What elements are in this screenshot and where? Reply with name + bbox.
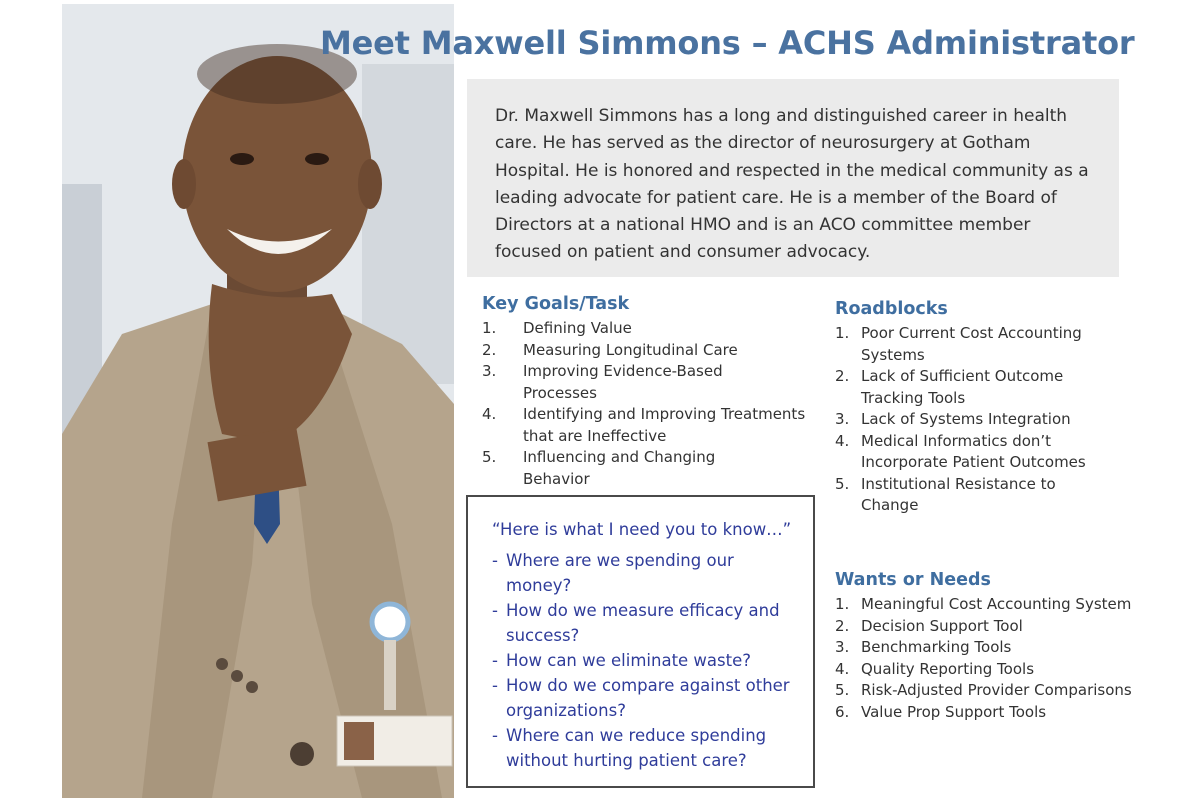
id-badge-photo bbox=[344, 722, 374, 760]
list-item bbox=[835, 637, 1135, 659]
quote-heading: “Here is what I need you to know…” bbox=[492, 520, 792, 539]
list-number: 1. bbox=[835, 324, 850, 342]
quote-text: How can we eliminate waste? bbox=[506, 651, 752, 670]
key-goals-list bbox=[482, 318, 812, 490]
dash-bullet: - bbox=[492, 651, 498, 670]
list-text: Medical Informatics don’t Incorporate Patient Outcomes bbox=[861, 431, 1086, 471]
list-item bbox=[835, 659, 1135, 681]
dash-bullet: - bbox=[492, 726, 498, 745]
persona-slide bbox=[62, 4, 1138, 800]
list-text: Meaningful Cost Accounting System bbox=[861, 595, 1132, 613]
dash-bullet: - bbox=[492, 676, 498, 695]
list-number: 3. bbox=[835, 410, 850, 428]
list-number: 4. bbox=[835, 659, 850, 678]
badge-cord bbox=[384, 640, 396, 710]
list-text: Institutional Resistance to Change bbox=[861, 474, 1056, 514]
portrait-photo bbox=[62, 4, 454, 798]
key-goals-heading: Key Goals/Task bbox=[482, 294, 630, 314]
badge-clip bbox=[372, 604, 408, 640]
list-number: 4. bbox=[482, 405, 497, 423]
wants-list bbox=[835, 594, 1135, 723]
list-text: Improving Evidence-Based Processes bbox=[523, 362, 723, 402]
list-text: Measuring Longitudinal Care bbox=[523, 340, 738, 359]
list-text: Influencing and Changing Behavior bbox=[523, 448, 716, 488]
list-number: 3. bbox=[835, 638, 850, 656]
list-number: 2. bbox=[835, 616, 850, 635]
list-item bbox=[482, 447, 783, 490]
quote-text: Where can we reduce spending without hurting patient care? bbox=[506, 726, 767, 770]
list-number: 3. bbox=[482, 362, 497, 380]
eye-left bbox=[230, 153, 254, 165]
list-item bbox=[835, 680, 1135, 702]
list-item bbox=[835, 474, 1091, 517]
list-text: Lack of Systems Integration bbox=[861, 410, 1071, 428]
sleeve-button bbox=[246, 681, 258, 693]
ear-left bbox=[172, 159, 196, 209]
list-item bbox=[835, 323, 1111, 366]
wants-heading: Wants or Needs bbox=[835, 570, 991, 590]
list-item bbox=[482, 318, 812, 340]
list-number: 6. bbox=[835, 702, 850, 721]
list-item bbox=[835, 702, 1135, 724]
sleeve-button bbox=[231, 670, 243, 682]
list-number: 5. bbox=[835, 681, 850, 699]
dash-bullet: - bbox=[492, 551, 498, 570]
list-number: 4. bbox=[835, 431, 850, 450]
list-text: Value Prop Support Tools bbox=[861, 702, 1047, 721]
quote-item bbox=[492, 598, 796, 648]
list-text: Benchmarking Tools bbox=[861, 638, 1012, 656]
list-item bbox=[482, 340, 812, 362]
list-text: Poor Current Cost Accounting Systems bbox=[861, 324, 1082, 364]
page-title: Meet Maxwell Simmons – ACHS Administrator bbox=[320, 24, 1135, 62]
list-item bbox=[835, 616, 1135, 638]
list-number: 5. bbox=[482, 448, 497, 466]
dash-bullet: - bbox=[492, 601, 498, 620]
quote-item bbox=[492, 673, 806, 723]
list-item bbox=[482, 361, 793, 404]
ear-right bbox=[358, 159, 382, 209]
bio-box bbox=[467, 79, 1119, 277]
list-text: Lack of Sufficient Outcome Tracking Tools bbox=[861, 367, 1064, 407]
list-text: Decision Support Tool bbox=[861, 616, 1023, 635]
sleeve-button bbox=[216, 658, 228, 670]
list-item bbox=[482, 404, 823, 447]
list-text: Quality Reporting Tools bbox=[861, 659, 1035, 678]
list-number: 2. bbox=[835, 367, 850, 385]
list-number: 1. bbox=[835, 595, 850, 613]
list-item bbox=[835, 409, 1131, 431]
bio-text: Dr. Maxwell Simmons has a long and distinguished career in health care. He has served as the director of neurosurgery at Gotham Hospital. He is honored and respected in the medical community as a leading advocate for patient care. He is a member of the Board of Directors at a national HMO and is an ACO committee member focused on patient and consumer advocacy. bbox=[495, 106, 1089, 263]
list-number: 2. bbox=[482, 340, 497, 359]
roadblocks-heading: Roadblocks bbox=[835, 299, 948, 319]
list-number: 5. bbox=[835, 474, 850, 493]
eye-right bbox=[305, 153, 329, 165]
quote-box bbox=[466, 495, 815, 788]
list-item bbox=[835, 431, 1121, 474]
list-text: Risk-Adjusted Provider Comparisons bbox=[861, 681, 1132, 699]
quote-item bbox=[492, 648, 810, 673]
list-item bbox=[835, 594, 1135, 616]
list-item bbox=[835, 366, 1091, 409]
list-number: 1. bbox=[482, 319, 497, 337]
jacket-button bbox=[290, 742, 314, 766]
list-text: Identifying and Improving Treatments that are Ineffective bbox=[523, 405, 806, 445]
list-text: Defining Value bbox=[523, 319, 632, 337]
roadblocks-list bbox=[835, 323, 1105, 517]
quote-text: Where are we spending our money? bbox=[506, 551, 734, 595]
portrait-illustration bbox=[62, 4, 454, 798]
quote-item bbox=[492, 548, 756, 598]
quote-text: How do we measure efficacy and success? bbox=[506, 601, 780, 645]
quote-text: How do we compare against other organizations? bbox=[506, 676, 790, 720]
quote-list bbox=[492, 548, 810, 773]
quote-item bbox=[492, 723, 796, 773]
